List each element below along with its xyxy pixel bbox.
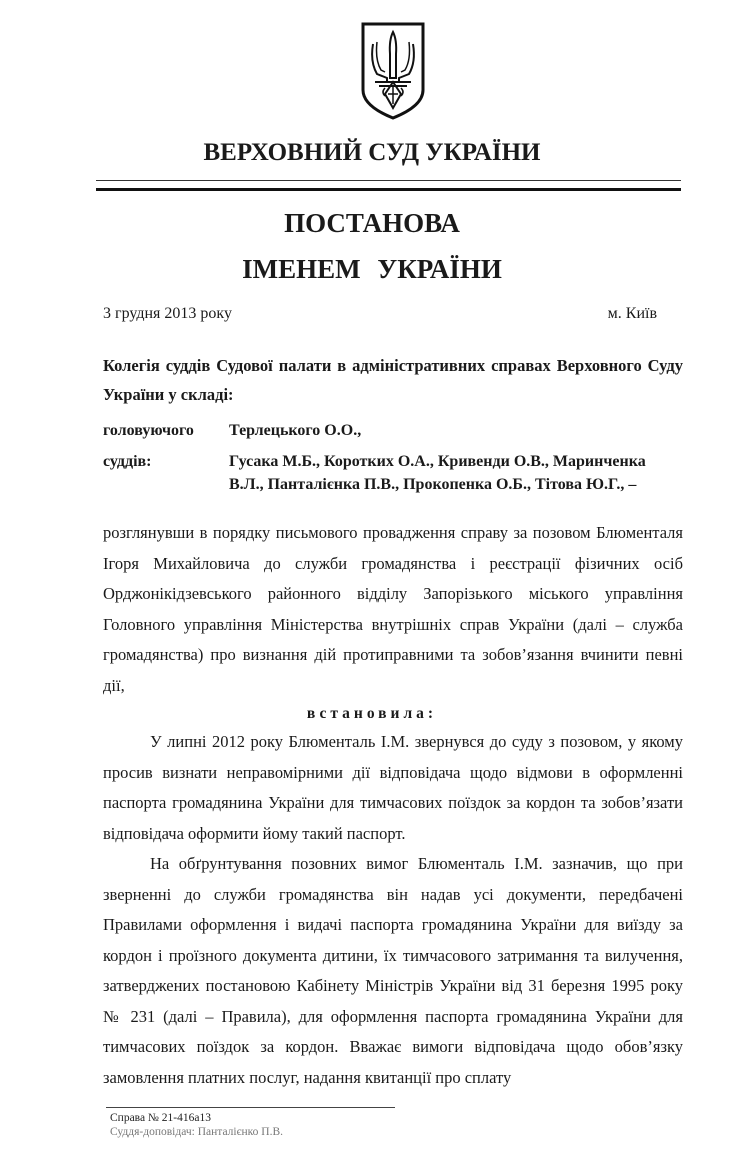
date-city-row bbox=[103, 303, 657, 325]
document-city: м. Київ bbox=[607, 305, 657, 322]
document-date: 3 грудня 2013 року bbox=[103, 305, 232, 322]
header-divider bbox=[96, 180, 681, 191]
court-name: ВЕРХОВНИЙ СУД УКРАЇНИ bbox=[203, 139, 541, 166]
presiding-row bbox=[103, 419, 683, 442]
presiding-label: головуючого bbox=[103, 422, 194, 439]
header-divider-thick bbox=[96, 188, 681, 191]
footnote-divider bbox=[106, 1107, 395, 1108]
reporting-judge: Суддя-доповідач: Панталієнко П.В. bbox=[110, 1126, 284, 1138]
coat-of-arms-icon bbox=[359, 20, 427, 120]
paragraph-1 bbox=[103, 727, 683, 849]
judges-list: Гусака М.Б., Коротких О.А., Кривенди О.В., Маринченка В.Л., Панталієнка П.В., Прокопенка О.Б., Тітова Ю.Г., – bbox=[229, 453, 646, 493]
presiding-judge: Терлецького О.О., bbox=[229, 422, 362, 439]
footnote bbox=[103, 1107, 683, 1139]
paragraph-2 bbox=[103, 849, 683, 1093]
case-number: Справа № 21-416а13 bbox=[110, 1112, 211, 1124]
document-type: ПОСТАНОВА bbox=[284, 208, 460, 238]
judges-row bbox=[103, 450, 683, 496]
established-heading: встановила: bbox=[306, 705, 438, 722]
paragraph-2-text: На обґрунтування позовних вимог Блюменталь І.М. зазначив, що при зверненні до служби громадянства він надав усі документи, передбачені Правилами оформлення і видачі паспорта громадянина України для виїзду за кордон і проїзного документа дитини, їх тимчасового затримання та вилучення, затверджених постановою Кабінету Міністрів України від 31 березня 1995 року № 231 (далі – Правила), для оформлення паспорта громадянина України для тимчасових поїздок за кордон. Вважає вимоги відповідача щодо обов’язку замовлення платних послуг, надання квитанції про сплату bbox=[103, 854, 683, 1087]
header-divider-thin bbox=[96, 180, 681, 181]
judges-label: суддів: bbox=[103, 453, 152, 470]
panel-intro: Колегія суддів Судової палати в адміністративних справах Верховного Суду України у складі: bbox=[103, 356, 683, 404]
in-the-name-heading: ІМЕНЕМ УКРАЇНИ bbox=[242, 254, 502, 284]
paragraph-1-text: У липні 2012 року Блюменталь І.М. звернувся до суду з позовом, у якому просив визнати неправомірними дії відповідача щодо відмови в оформленні паспорта громадянина України для тимчасових поїздок за кордон та зобов’язати відповідача оформити йому такий паспорт. bbox=[103, 732, 683, 843]
considered-paragraph: розглянувши в порядку письмового провадження справу за позовом Блюменталя Ігоря Михайловича до служби громадянства і реєстрації фізичних осіб Орджонікідзевського районного відділу Запорізького міського управління Головного управління Міністерства внутрішніх справ України (далі – служба громадянства) про визнання дій протиправними та зобов’язання вчинити певні дії, bbox=[103, 523, 683, 695]
